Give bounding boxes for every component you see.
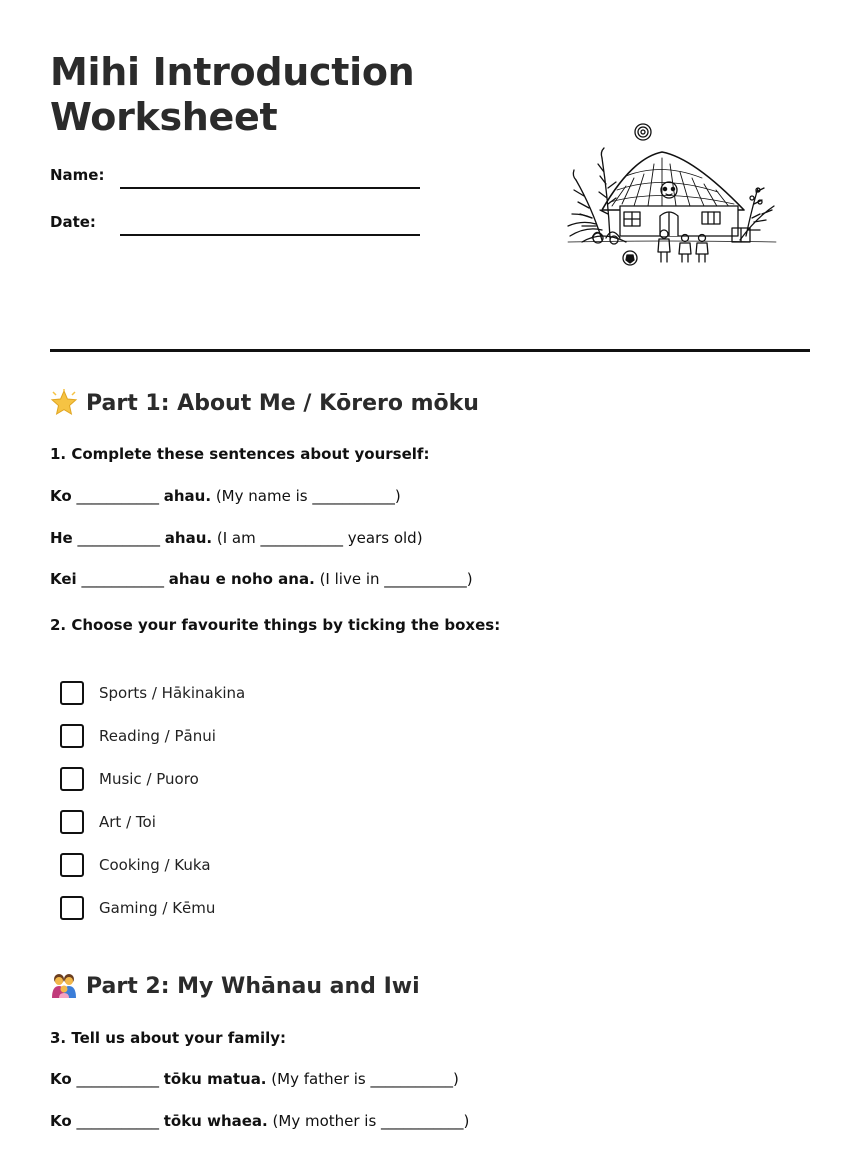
option-art[interactable] xyxy=(60,810,156,834)
answer-blank[interactable]: ___________ xyxy=(76,487,159,505)
sentence-prefix: Ko xyxy=(50,487,72,505)
question-1: 1. Complete these sentences about yourself: xyxy=(50,445,430,463)
part1-heading-text: Part 1: About Me / Kōrero mōku xyxy=(86,390,479,416)
question-2: 2. Choose your favourite things by ticking the boxes: xyxy=(50,616,501,634)
answer-blank[interactable]: ___________ xyxy=(76,1112,159,1130)
part1-heading xyxy=(50,389,479,417)
family-icon xyxy=(50,972,78,1000)
option-label: Reading / Pānui xyxy=(99,727,216,745)
name-field[interactable] xyxy=(120,187,420,189)
date-label: Date: xyxy=(50,213,96,231)
checkbox[interactable] xyxy=(60,724,84,748)
checkbox[interactable] xyxy=(60,681,84,705)
date-field[interactable] xyxy=(120,234,420,236)
whare-illustration xyxy=(562,118,780,270)
option-music[interactable] xyxy=(60,767,199,791)
question-3: 3. Tell us about your family: xyxy=(50,1029,287,1047)
option-cooking[interactable] xyxy=(60,853,211,877)
checkbox[interactable] xyxy=(60,767,84,791)
sentence-prefix: Ko xyxy=(50,1070,72,1088)
sentence-tail: ahau. xyxy=(163,487,212,505)
sentence-translation: (I am ___________ years old) xyxy=(216,529,423,547)
sentence-prefix: Ko xyxy=(50,1112,72,1130)
option-label: Gaming / Kēmu xyxy=(99,899,216,917)
sentence-prefix: Kei xyxy=(50,570,77,588)
title-line-2: Worksheet xyxy=(50,95,278,139)
worksheet-title xyxy=(50,50,414,140)
sentence-translation: (My mother is ___________) xyxy=(272,1112,470,1130)
part2-heading xyxy=(50,972,420,1000)
option-label: Music / Puoro xyxy=(99,770,199,788)
sentence-age xyxy=(50,529,423,547)
option-gaming[interactable] xyxy=(60,896,215,920)
sentence-tail: ahau. xyxy=(164,529,213,547)
answer-blank[interactable]: ___________ xyxy=(81,570,164,588)
sentence-translation: (My father is ___________) xyxy=(271,1070,459,1088)
glowing-star-icon xyxy=(50,389,78,417)
answer-blank[interactable]: ___________ xyxy=(77,529,161,547)
sentence-translation: (I live in ___________) xyxy=(319,570,473,588)
option-label: Cooking / Kuka xyxy=(99,856,211,874)
sentence-mother xyxy=(50,1112,469,1130)
sentence-prefix: He xyxy=(50,529,73,547)
option-sports[interactable] xyxy=(60,681,245,705)
sentence-tail: ahau e noho ana. xyxy=(168,570,315,588)
checkbox[interactable] xyxy=(60,896,84,920)
sentence-father xyxy=(50,1070,459,1088)
part2-heading-text: Part 2: My Whānau and Iwi xyxy=(86,973,420,999)
sentence-tail: tōku whaea. xyxy=(163,1112,268,1130)
name-label: Name: xyxy=(50,166,105,184)
option-label: Art / Toi xyxy=(99,813,156,831)
sentence-tail: tōku matua. xyxy=(163,1070,267,1088)
sentence-location xyxy=(50,570,473,588)
checkbox[interactable] xyxy=(60,853,84,877)
title-line-1: Mihi Introduction xyxy=(50,50,415,94)
option-label: Sports / Hākinakina xyxy=(99,684,246,702)
sentence-name xyxy=(50,487,401,505)
answer-blank[interactable]: ___________ xyxy=(76,1070,159,1088)
option-reading[interactable] xyxy=(60,724,216,748)
section-divider xyxy=(50,349,810,352)
sentence-translation: (My name is ___________) xyxy=(215,487,401,505)
checkbox[interactable] xyxy=(60,810,84,834)
